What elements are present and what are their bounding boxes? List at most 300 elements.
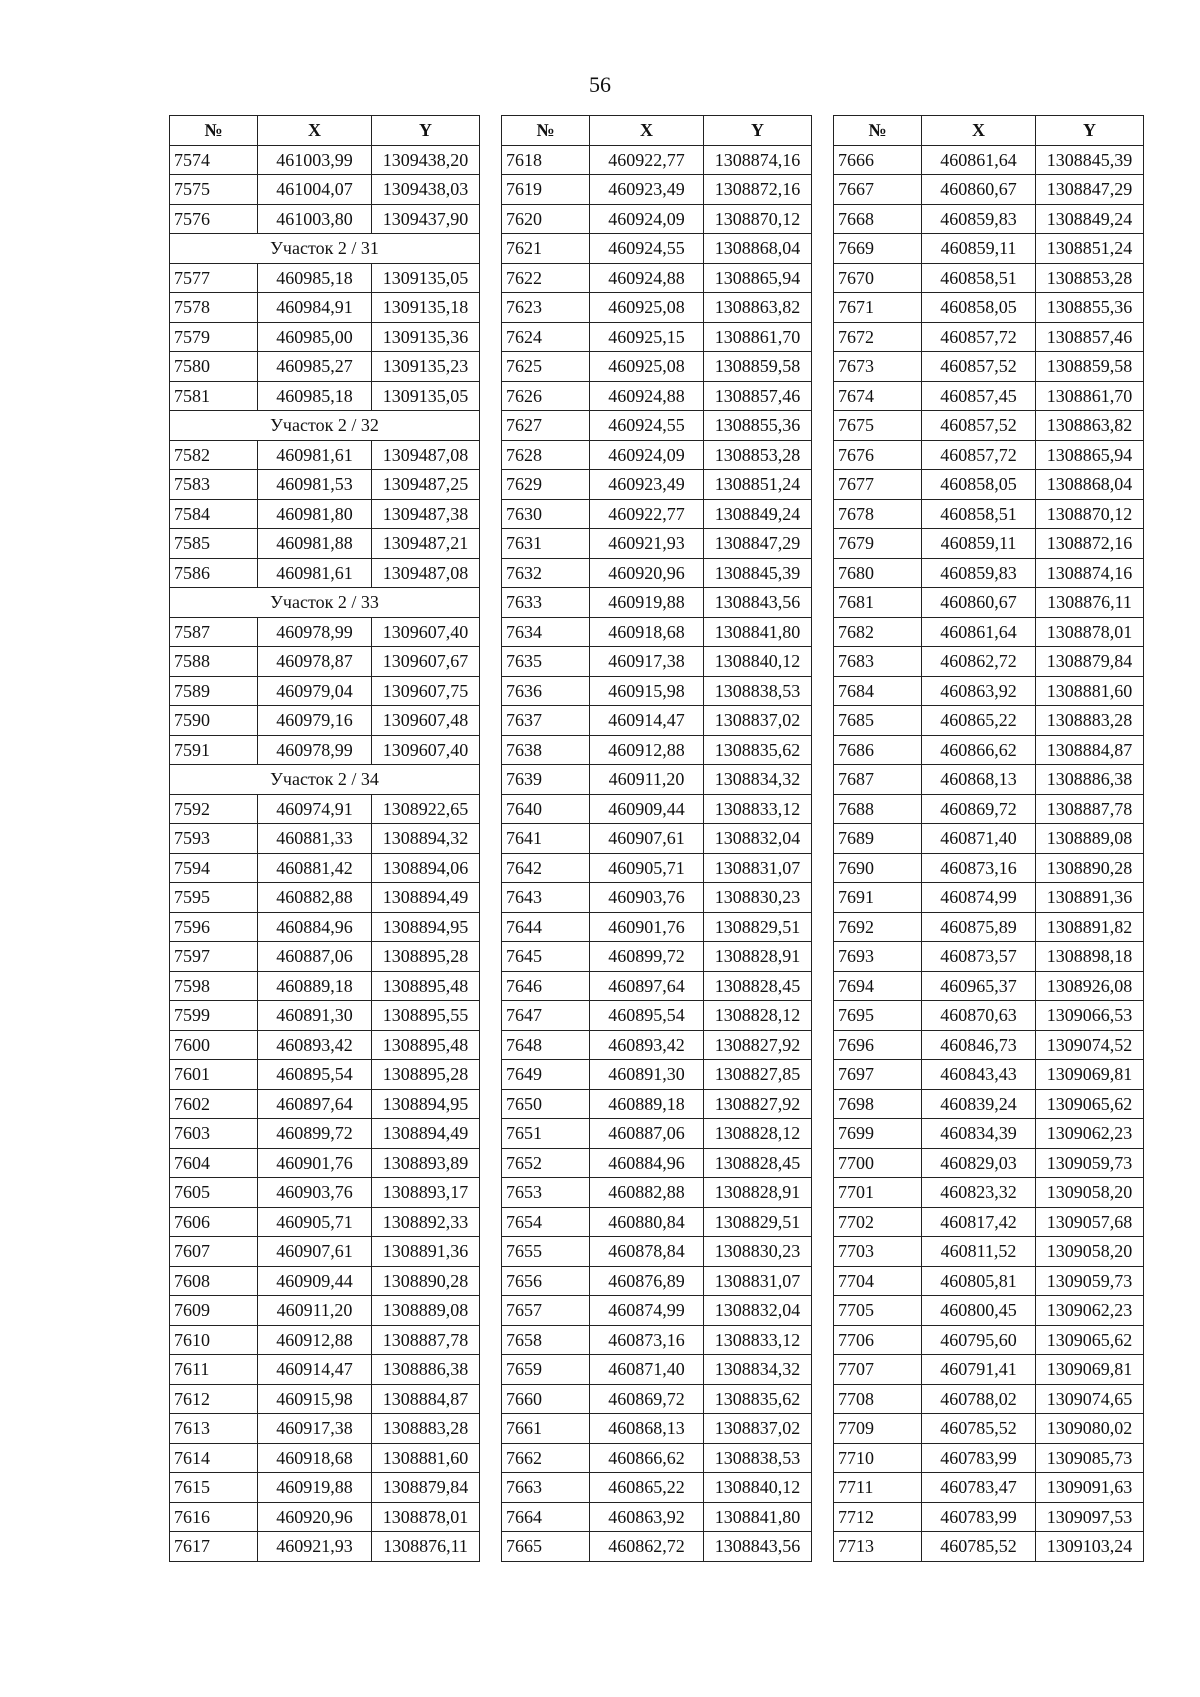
table-row bbox=[502, 1148, 812, 1178]
point-number-cell: 7581 bbox=[170, 381, 258, 411]
point-number-cell: 7693 bbox=[834, 942, 922, 972]
table-row bbox=[502, 617, 812, 647]
point-number-cell: 7582 bbox=[170, 440, 258, 470]
table-row bbox=[170, 263, 480, 293]
section-row bbox=[170, 588, 480, 618]
section-title: Участок 2 / 33 bbox=[170, 588, 480, 618]
y-coordinate-cell: 1308833,12 bbox=[704, 1325, 812, 1355]
y-coordinate-cell: 1308853,28 bbox=[1036, 263, 1144, 293]
table-row bbox=[502, 706, 812, 736]
point-number-cell: 7690 bbox=[834, 853, 922, 883]
x-coordinate-cell: 460858,51 bbox=[922, 263, 1036, 293]
x-coordinate-cell: 460857,52 bbox=[922, 411, 1036, 441]
y-coordinate-cell: 1309065,62 bbox=[1036, 1325, 1144, 1355]
x-coordinate-cell: 460871,40 bbox=[590, 1355, 704, 1385]
table-row bbox=[502, 1355, 812, 1385]
table-row bbox=[170, 381, 480, 411]
point-number-cell: 7672 bbox=[834, 322, 922, 352]
point-number-cell: 7686 bbox=[834, 735, 922, 765]
y-coordinate-cell: 1308863,82 bbox=[1036, 411, 1144, 441]
table-row bbox=[502, 1207, 812, 1237]
table-row bbox=[834, 617, 1144, 647]
x-coordinate-cell: 460887,06 bbox=[258, 942, 372, 972]
table-row bbox=[834, 1148, 1144, 1178]
y-coordinate-cell: 1308828,45 bbox=[704, 971, 812, 1001]
y-coordinate-cell: 1308828,12 bbox=[704, 1119, 812, 1149]
y-coordinate-cell: 1308843,56 bbox=[704, 1532, 812, 1562]
y-coordinate-cell: 1309074,65 bbox=[1036, 1384, 1144, 1414]
table-row bbox=[502, 1089, 812, 1119]
table-row bbox=[170, 1325, 480, 1355]
table-row bbox=[834, 1030, 1144, 1060]
x-coordinate-cell: 460985,00 bbox=[258, 322, 372, 352]
x-coordinate-cell: 460823,32 bbox=[922, 1178, 1036, 1208]
point-number-cell: 7670 bbox=[834, 263, 922, 293]
x-coordinate-cell: 460978,87 bbox=[258, 647, 372, 677]
table-row bbox=[834, 853, 1144, 883]
y-coordinate-cell: 1309057,68 bbox=[1036, 1207, 1144, 1237]
x-coordinate-cell: 460881,33 bbox=[258, 824, 372, 854]
coordinates-table-2 bbox=[501, 115, 812, 1562]
x-coordinate-cell: 460858,05 bbox=[922, 293, 1036, 323]
y-coordinate-cell: 1308827,92 bbox=[704, 1089, 812, 1119]
point-number-cell: 7631 bbox=[502, 529, 590, 559]
table-row bbox=[502, 1178, 812, 1208]
point-number-cell: 7612 bbox=[170, 1384, 258, 1414]
point-number-cell: 7704 bbox=[834, 1266, 922, 1296]
y-coordinate-cell: 1308830,23 bbox=[704, 1237, 812, 1267]
x-coordinate-cell: 460911,20 bbox=[590, 765, 704, 795]
table-row bbox=[502, 765, 812, 795]
x-coordinate-cell: 460873,57 bbox=[922, 942, 1036, 972]
x-coordinate-cell: 460978,99 bbox=[258, 735, 372, 765]
x-coordinate-cell: 460909,44 bbox=[590, 794, 704, 824]
point-number-cell: 7615 bbox=[170, 1473, 258, 1503]
point-number-cell: 7605 bbox=[170, 1178, 258, 1208]
point-number-cell: 7710 bbox=[834, 1443, 922, 1473]
y-coordinate-cell: 1308883,28 bbox=[1036, 706, 1144, 736]
x-coordinate-cell: 460874,99 bbox=[590, 1296, 704, 1326]
x-coordinate-cell: 460920,96 bbox=[590, 558, 704, 588]
y-coordinate-cell: 1308835,62 bbox=[704, 1384, 812, 1414]
table-row bbox=[170, 293, 480, 323]
point-number-cell: 7632 bbox=[502, 558, 590, 588]
x-coordinate-cell: 460866,62 bbox=[590, 1443, 704, 1473]
x-coordinate-cell: 460912,88 bbox=[590, 735, 704, 765]
y-coordinate-cell: 1309059,73 bbox=[1036, 1266, 1144, 1296]
y-coordinate-cell: 1308838,53 bbox=[704, 676, 812, 706]
point-number-cell: 7575 bbox=[170, 175, 258, 205]
y-coordinate-cell: 1308857,46 bbox=[1036, 322, 1144, 352]
point-number-cell: 7643 bbox=[502, 883, 590, 913]
point-number-cell: 7590 bbox=[170, 706, 258, 736]
y-coordinate-cell: 1308879,84 bbox=[1036, 647, 1144, 677]
point-number-cell: 7663 bbox=[502, 1473, 590, 1503]
point-number-cell: 7619 bbox=[502, 175, 590, 205]
point-number-cell: 7677 bbox=[834, 470, 922, 500]
y-coordinate-cell: 1308887,78 bbox=[1036, 794, 1144, 824]
header-x: X bbox=[258, 116, 372, 146]
point-number-cell: 7678 bbox=[834, 499, 922, 529]
point-number-cell: 7665 bbox=[502, 1532, 590, 1562]
y-coordinate-cell: 1308857,46 bbox=[704, 381, 812, 411]
x-coordinate-cell: 460785,52 bbox=[922, 1532, 1036, 1562]
x-coordinate-cell: 460839,24 bbox=[922, 1089, 1036, 1119]
point-number-cell: 7599 bbox=[170, 1001, 258, 1031]
table-row bbox=[834, 322, 1144, 352]
table-row bbox=[170, 1502, 480, 1532]
x-coordinate-cell: 460965,37 bbox=[922, 971, 1036, 1001]
y-coordinate-cell: 1308828,91 bbox=[704, 942, 812, 972]
point-number-cell: 7635 bbox=[502, 647, 590, 677]
point-number-cell: 7580 bbox=[170, 352, 258, 382]
x-coordinate-cell: 460918,68 bbox=[590, 617, 704, 647]
table-row bbox=[170, 647, 480, 677]
table-row bbox=[834, 883, 1144, 913]
x-coordinate-cell: 460884,96 bbox=[590, 1148, 704, 1178]
header-y: Y bbox=[704, 116, 812, 146]
table-row bbox=[170, 735, 480, 765]
x-coordinate-cell: 460874,99 bbox=[922, 883, 1036, 913]
table-row bbox=[502, 1443, 812, 1473]
table-row bbox=[170, 175, 480, 205]
x-coordinate-cell: 460915,98 bbox=[590, 676, 704, 706]
x-coordinate-cell: 460862,72 bbox=[922, 647, 1036, 677]
x-coordinate-cell: 460891,30 bbox=[258, 1001, 372, 1031]
table-row bbox=[170, 1384, 480, 1414]
point-number-cell: 7699 bbox=[834, 1119, 922, 1149]
point-number-cell: 7695 bbox=[834, 1001, 922, 1031]
point-number-cell: 7680 bbox=[834, 558, 922, 588]
y-coordinate-cell: 1309487,38 bbox=[372, 499, 480, 529]
y-coordinate-cell: 1308847,29 bbox=[704, 529, 812, 559]
x-coordinate-cell: 460878,84 bbox=[590, 1237, 704, 1267]
x-coordinate-cell: 460859,11 bbox=[922, 529, 1036, 559]
x-coordinate-cell: 460899,72 bbox=[258, 1119, 372, 1149]
point-number-cell: 7602 bbox=[170, 1089, 258, 1119]
x-coordinate-cell: 460889,18 bbox=[258, 971, 372, 1001]
point-number-cell: 7623 bbox=[502, 293, 590, 323]
y-coordinate-cell: 1309487,25 bbox=[372, 470, 480, 500]
x-coordinate-cell: 460920,96 bbox=[258, 1502, 372, 1532]
point-number-cell: 7656 bbox=[502, 1266, 590, 1296]
point-number-cell: 7647 bbox=[502, 1001, 590, 1031]
y-coordinate-cell: 1308847,29 bbox=[1036, 175, 1144, 205]
point-number-cell: 7585 bbox=[170, 529, 258, 559]
x-coordinate-cell: 460861,64 bbox=[922, 617, 1036, 647]
point-number-cell: 7642 bbox=[502, 853, 590, 883]
y-coordinate-cell: 1308926,08 bbox=[1036, 971, 1144, 1001]
y-coordinate-cell: 1308894,49 bbox=[372, 883, 480, 913]
point-number-cell: 7574 bbox=[170, 145, 258, 175]
y-coordinate-cell: 1309085,73 bbox=[1036, 1443, 1144, 1473]
y-coordinate-cell: 1308868,04 bbox=[704, 234, 812, 264]
point-number-cell: 7609 bbox=[170, 1296, 258, 1326]
y-coordinate-cell: 1308841,80 bbox=[704, 617, 812, 647]
point-number-cell: 7583 bbox=[170, 470, 258, 500]
x-coordinate-cell: 460880,84 bbox=[590, 1207, 704, 1237]
table-row bbox=[170, 440, 480, 470]
x-coordinate-cell: 460985,27 bbox=[258, 352, 372, 382]
point-number-cell: 7629 bbox=[502, 470, 590, 500]
table-row bbox=[502, 1532, 812, 1562]
table-row bbox=[502, 1266, 812, 1296]
header-y: Y bbox=[372, 116, 480, 146]
y-coordinate-cell: 1308895,28 bbox=[372, 1060, 480, 1090]
x-coordinate-cell: 460919,88 bbox=[258, 1473, 372, 1503]
x-coordinate-cell: 460924,09 bbox=[590, 440, 704, 470]
y-coordinate-cell: 1308891,82 bbox=[1036, 912, 1144, 942]
y-coordinate-cell: 1308840,12 bbox=[704, 1473, 812, 1503]
table-row bbox=[834, 352, 1144, 382]
table-row bbox=[170, 1443, 480, 1473]
y-coordinate-cell: 1308894,95 bbox=[372, 912, 480, 942]
y-coordinate-cell: 1309135,05 bbox=[372, 381, 480, 411]
table-row bbox=[502, 942, 812, 972]
point-number-cell: 7628 bbox=[502, 440, 590, 470]
table-row bbox=[502, 824, 812, 854]
x-coordinate-cell: 460893,42 bbox=[258, 1030, 372, 1060]
y-coordinate-cell: 1308849,24 bbox=[1036, 204, 1144, 234]
x-coordinate-cell: 460882,88 bbox=[258, 883, 372, 913]
coordinates-table-1 bbox=[169, 115, 480, 1562]
x-coordinate-cell: 461003,80 bbox=[258, 204, 372, 234]
point-number-cell: 7636 bbox=[502, 676, 590, 706]
x-coordinate-cell: 460905,71 bbox=[590, 853, 704, 883]
point-number-cell: 7589 bbox=[170, 676, 258, 706]
table-row bbox=[834, 234, 1144, 264]
x-coordinate-cell: 461003,99 bbox=[258, 145, 372, 175]
x-coordinate-cell: 460922,77 bbox=[590, 145, 704, 175]
y-coordinate-cell: 1308863,82 bbox=[704, 293, 812, 323]
point-number-cell: 7633 bbox=[502, 588, 590, 618]
x-coordinate-cell: 460857,72 bbox=[922, 440, 1036, 470]
x-coordinate-cell: 460907,61 bbox=[590, 824, 704, 854]
y-coordinate-cell: 1309065,62 bbox=[1036, 1089, 1144, 1119]
x-coordinate-cell: 460875,89 bbox=[922, 912, 1036, 942]
y-coordinate-cell: 1309438,03 bbox=[372, 175, 480, 205]
table-row bbox=[170, 558, 480, 588]
point-number-cell: 7711 bbox=[834, 1473, 922, 1503]
x-coordinate-cell: 460783,47 bbox=[922, 1473, 1036, 1503]
y-coordinate-cell: 1308855,36 bbox=[704, 411, 812, 441]
header-number: № bbox=[502, 116, 590, 146]
point-number-cell: 7667 bbox=[834, 175, 922, 205]
table-row bbox=[502, 1237, 812, 1267]
y-coordinate-cell: 1308876,11 bbox=[1036, 588, 1144, 618]
point-number-cell: 7696 bbox=[834, 1030, 922, 1060]
table-row bbox=[170, 1532, 480, 1562]
table-row bbox=[834, 824, 1144, 854]
table-row bbox=[834, 558, 1144, 588]
y-coordinate-cell: 1308831,07 bbox=[704, 853, 812, 883]
y-coordinate-cell: 1309062,23 bbox=[1036, 1296, 1144, 1326]
table-row bbox=[170, 1266, 480, 1296]
header-x: X bbox=[590, 116, 704, 146]
point-number-cell: 7639 bbox=[502, 765, 590, 795]
table-row bbox=[502, 352, 812, 382]
table-row bbox=[834, 1207, 1144, 1237]
y-coordinate-cell: 1308827,85 bbox=[704, 1060, 812, 1090]
point-number-cell: 7694 bbox=[834, 971, 922, 1001]
y-coordinate-cell: 1308838,53 bbox=[704, 1443, 812, 1473]
y-coordinate-cell: 1309135,23 bbox=[372, 352, 480, 382]
point-number-cell: 7593 bbox=[170, 824, 258, 854]
x-coordinate-cell: 460895,54 bbox=[590, 1001, 704, 1031]
y-coordinate-cell: 1308833,12 bbox=[704, 794, 812, 824]
x-coordinate-cell: 460917,38 bbox=[258, 1414, 372, 1444]
x-coordinate-cell: 461004,07 bbox=[258, 175, 372, 205]
y-coordinate-cell: 1309069,81 bbox=[1036, 1060, 1144, 1090]
table-row bbox=[834, 1384, 1144, 1414]
point-number-cell: 7587 bbox=[170, 617, 258, 647]
x-coordinate-cell: 460863,92 bbox=[922, 676, 1036, 706]
y-coordinate-cell: 1309487,21 bbox=[372, 529, 480, 559]
table-row bbox=[834, 470, 1144, 500]
table-row bbox=[170, 145, 480, 175]
table-row bbox=[502, 1325, 812, 1355]
x-coordinate-cell: 460914,47 bbox=[590, 706, 704, 736]
table-row bbox=[502, 145, 812, 175]
y-coordinate-cell: 1309607,75 bbox=[372, 676, 480, 706]
section-title: Участок 2 / 32 bbox=[170, 411, 480, 441]
point-number-cell: 7618 bbox=[502, 145, 590, 175]
x-coordinate-cell: 460795,60 bbox=[922, 1325, 1036, 1355]
table-row bbox=[502, 1060, 812, 1090]
y-coordinate-cell: 1308872,16 bbox=[1036, 529, 1144, 559]
x-coordinate-cell: 460981,61 bbox=[258, 558, 372, 588]
y-coordinate-cell: 1308834,32 bbox=[704, 1355, 812, 1385]
point-number-cell: 7586 bbox=[170, 558, 258, 588]
point-number-cell: 7666 bbox=[834, 145, 922, 175]
y-coordinate-cell: 1308828,45 bbox=[704, 1148, 812, 1178]
y-coordinate-cell: 1309058,20 bbox=[1036, 1178, 1144, 1208]
y-coordinate-cell: 1308881,60 bbox=[1036, 676, 1144, 706]
x-coordinate-cell: 460846,73 bbox=[922, 1030, 1036, 1060]
x-coordinate-cell: 460924,88 bbox=[590, 263, 704, 293]
y-coordinate-cell: 1309607,40 bbox=[372, 735, 480, 765]
x-coordinate-cell: 460924,88 bbox=[590, 381, 704, 411]
y-coordinate-cell: 1308851,24 bbox=[704, 470, 812, 500]
x-coordinate-cell: 460800,45 bbox=[922, 1296, 1036, 1326]
y-coordinate-cell: 1308832,04 bbox=[704, 1296, 812, 1326]
table-row bbox=[834, 676, 1144, 706]
point-number-cell: 7684 bbox=[834, 676, 922, 706]
x-coordinate-cell: 460918,68 bbox=[258, 1443, 372, 1473]
table-row bbox=[502, 794, 812, 824]
table-row bbox=[170, 794, 480, 824]
x-coordinate-cell: 460857,52 bbox=[922, 352, 1036, 382]
point-number-cell: 7653 bbox=[502, 1178, 590, 1208]
table-row bbox=[834, 411, 1144, 441]
table-row bbox=[834, 1089, 1144, 1119]
point-number-cell: 7701 bbox=[834, 1178, 922, 1208]
x-coordinate-cell: 460925,08 bbox=[590, 352, 704, 382]
y-coordinate-cell: 1308895,28 bbox=[372, 942, 480, 972]
point-number-cell: 7682 bbox=[834, 617, 922, 647]
y-coordinate-cell: 1309069,81 bbox=[1036, 1355, 1144, 1385]
point-number-cell: 7683 bbox=[834, 647, 922, 677]
point-number-cell: 7676 bbox=[834, 440, 922, 470]
y-coordinate-cell: 1308884,87 bbox=[1036, 735, 1144, 765]
table-row bbox=[170, 676, 480, 706]
x-coordinate-cell: 460979,04 bbox=[258, 676, 372, 706]
x-coordinate-cell: 460817,42 bbox=[922, 1207, 1036, 1237]
header-row bbox=[834, 116, 1144, 146]
table-row bbox=[834, 1473, 1144, 1503]
x-coordinate-cell: 460882,88 bbox=[590, 1178, 704, 1208]
x-coordinate-cell: 460899,72 bbox=[590, 942, 704, 972]
x-coordinate-cell: 460923,49 bbox=[590, 470, 704, 500]
table-row bbox=[834, 1443, 1144, 1473]
x-coordinate-cell: 460912,88 bbox=[258, 1325, 372, 1355]
y-coordinate-cell: 1308874,16 bbox=[704, 145, 812, 175]
table-row bbox=[170, 1001, 480, 1031]
x-coordinate-cell: 460974,91 bbox=[258, 794, 372, 824]
point-number-cell: 7661 bbox=[502, 1414, 590, 1444]
table-row bbox=[502, 440, 812, 470]
y-coordinate-cell: 1308895,48 bbox=[372, 971, 480, 1001]
table-row bbox=[834, 706, 1144, 736]
point-number-cell: 7630 bbox=[502, 499, 590, 529]
x-coordinate-cell: 460860,67 bbox=[922, 588, 1036, 618]
x-coordinate-cell: 460783,99 bbox=[922, 1443, 1036, 1473]
table-row bbox=[170, 204, 480, 234]
point-number-cell: 7607 bbox=[170, 1237, 258, 1267]
table-row bbox=[834, 1325, 1144, 1355]
x-coordinate-cell: 460859,83 bbox=[922, 558, 1036, 588]
point-number-cell: 7709 bbox=[834, 1414, 922, 1444]
x-coordinate-cell: 460805,81 bbox=[922, 1266, 1036, 1296]
y-coordinate-cell: 1309066,53 bbox=[1036, 1001, 1144, 1031]
x-coordinate-cell: 460924,55 bbox=[590, 234, 704, 264]
y-coordinate-cell: 1309059,73 bbox=[1036, 1148, 1144, 1178]
coordinates-table-3 bbox=[833, 115, 1144, 1562]
y-coordinate-cell: 1308861,70 bbox=[1036, 381, 1144, 411]
table-row bbox=[502, 529, 812, 559]
table-row bbox=[170, 971, 480, 1001]
y-coordinate-cell: 1308828,91 bbox=[704, 1178, 812, 1208]
point-number-cell: 7689 bbox=[834, 824, 922, 854]
header-row bbox=[502, 116, 812, 146]
page-number: 56 bbox=[589, 72, 611, 97]
y-coordinate-cell: 1308874,16 bbox=[1036, 558, 1144, 588]
y-coordinate-cell: 1308840,12 bbox=[704, 647, 812, 677]
x-coordinate-cell: 460919,88 bbox=[590, 588, 704, 618]
table-row bbox=[502, 1473, 812, 1503]
point-number-cell: 7697 bbox=[834, 1060, 922, 1090]
y-coordinate-cell: 1308853,28 bbox=[704, 440, 812, 470]
table-row bbox=[834, 971, 1144, 1001]
point-number-cell: 7700 bbox=[834, 1148, 922, 1178]
table-row bbox=[170, 1473, 480, 1503]
x-coordinate-cell: 460907,61 bbox=[258, 1237, 372, 1267]
table-row bbox=[834, 647, 1144, 677]
y-coordinate-cell: 1308892,33 bbox=[372, 1207, 480, 1237]
x-coordinate-cell: 460870,63 bbox=[922, 1001, 1036, 1031]
y-coordinate-cell: 1308835,62 bbox=[704, 735, 812, 765]
table-row bbox=[502, 1414, 812, 1444]
y-coordinate-cell: 1308887,78 bbox=[372, 1325, 480, 1355]
y-coordinate-cell: 1308889,08 bbox=[1036, 824, 1144, 854]
x-coordinate-cell: 460862,72 bbox=[590, 1532, 704, 1562]
x-coordinate-cell: 460914,47 bbox=[258, 1355, 372, 1385]
point-number-cell: 7594 bbox=[170, 853, 258, 883]
x-coordinate-cell: 460921,93 bbox=[590, 529, 704, 559]
y-coordinate-cell: 1308865,94 bbox=[1036, 440, 1144, 470]
table-row bbox=[170, 1355, 480, 1385]
point-number-cell: 7706 bbox=[834, 1325, 922, 1355]
